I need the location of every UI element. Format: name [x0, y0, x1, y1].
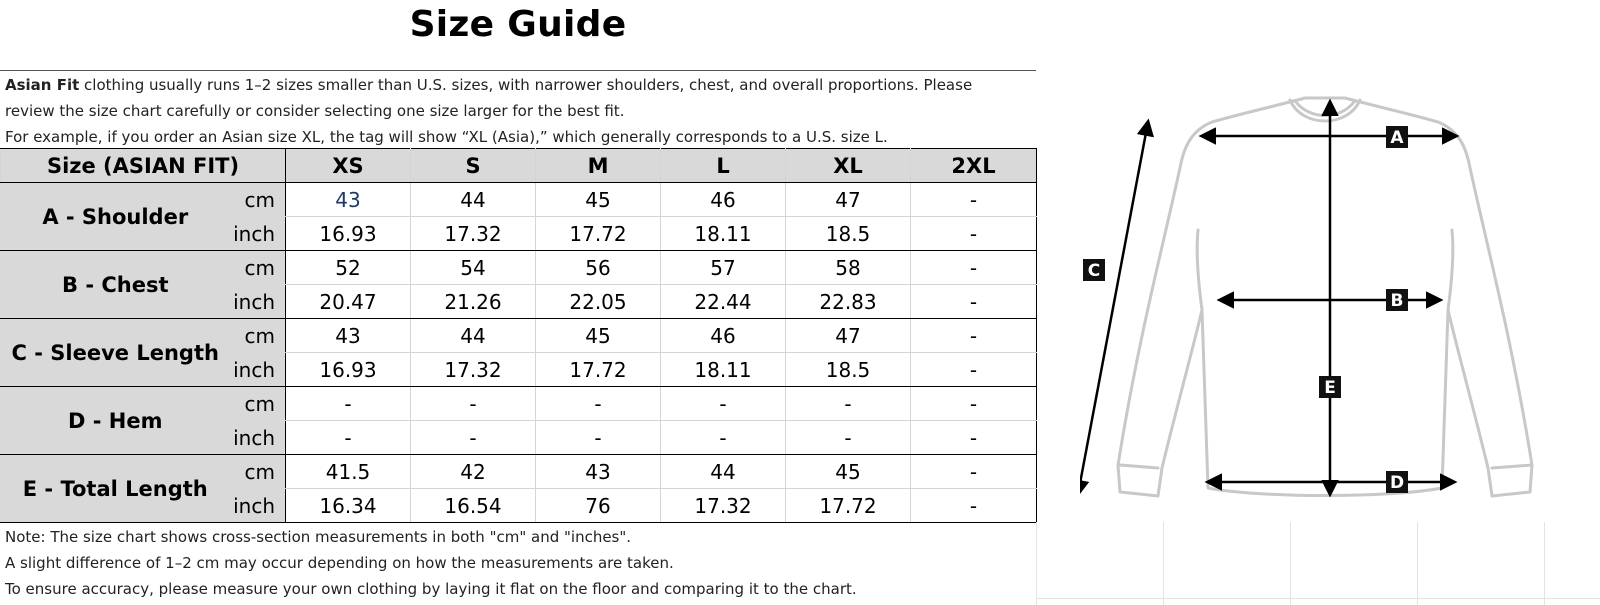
label-c	[1083, 259, 1105, 281]
intro-line-1-rest: clothing usually runs 1–2 sizes smaller than U.S. sizes, with narrower shoulders, chest, and overall proportions. Please review the size chart carefully or consider selecting one size larger for the best fit.	[5, 76, 973, 120]
table-cell: 17.72	[536, 353, 661, 387]
table-cell: 18.11	[661, 217, 786, 251]
table-row	[1, 455, 1037, 489]
top-divider	[0, 70, 1036, 71]
table-cell: 22.05	[536, 285, 661, 319]
table-cell: 22.44	[661, 285, 786, 319]
table-cell: -	[661, 387, 786, 421]
table-cell: 17.32	[411, 353, 536, 387]
table-cell: 43	[536, 455, 661, 489]
table-cell: 16.54	[411, 489, 536, 523]
unit-label: cm	[230, 183, 286, 217]
table-cell: -	[411, 387, 536, 421]
table-row	[1, 183, 1037, 217]
measurement-label: B - Chest	[1, 251, 230, 319]
measurement-label: A - Shoulder	[1, 183, 230, 251]
table-cell: 56	[536, 251, 661, 285]
size-header-cell: XL	[786, 149, 911, 183]
unit-label: inch	[230, 285, 286, 319]
table-cell: 54	[411, 251, 536, 285]
label-d	[1386, 471, 1408, 493]
intro-line-2: For example, if you order an Asian size XL, the tag will show “XL (Asia),” which generally corresponds to a U.S. size L.	[5, 128, 888, 146]
unit-label: inch	[230, 353, 286, 387]
size-header-cell: XS	[286, 149, 411, 183]
table-cell: 16.34	[286, 489, 411, 523]
svg-text:B: B	[1390, 291, 1404, 311]
notes-text	[5, 524, 1025, 602]
sweater-measurement-diagram	[1080, 80, 1585, 520]
label-a	[1386, 126, 1408, 148]
unit-label: inch	[230, 421, 286, 455]
sweater-icon	[1080, 80, 1585, 520]
unit-label: inch	[230, 217, 286, 251]
table-cell: 52	[286, 251, 411, 285]
label-b	[1386, 289, 1408, 311]
table-cell: -	[911, 217, 1037, 251]
grid-line	[1163, 522, 1164, 605]
table-cell: 45	[536, 183, 661, 217]
table-cell: 21.26	[411, 285, 536, 319]
table-cell: 17.72	[786, 489, 911, 523]
table-row	[1, 319, 1037, 353]
table-cell: -	[911, 387, 1037, 421]
table-cell: 20.47	[286, 285, 411, 319]
table-cell: -	[911, 455, 1037, 489]
svg-text:D: D	[1389, 473, 1405, 493]
table-cell: 42	[411, 455, 536, 489]
measurement-label: C - Sleeve Length	[1, 319, 230, 387]
table-cell: -	[411, 421, 536, 455]
table-cell: -	[536, 387, 661, 421]
intro-bold-lead: Asian Fit	[5, 76, 80, 94]
grid-line	[1417, 522, 1418, 605]
table-cell: 45	[786, 455, 911, 489]
table-cell: -	[661, 421, 786, 455]
table-cell: 58	[786, 251, 911, 285]
intro-text	[5, 72, 1025, 150]
unit-label: inch	[230, 489, 286, 523]
table-row	[1, 251, 1037, 285]
table-cell: 47	[786, 183, 911, 217]
measurement-label: D - Hem	[1, 387, 230, 455]
label-e	[1319, 376, 1341, 398]
grid-line	[1290, 522, 1291, 605]
size-header-label: Size (ASIAN FIT)	[1, 149, 286, 183]
table-cell: 46	[661, 183, 786, 217]
table-cell: 44	[411, 319, 536, 353]
note-line: Note: The size chart shows cross-section measurements in both "cm" and "inches".	[5, 528, 632, 546]
table-cell: 22.83	[786, 285, 911, 319]
size-header-cell: S	[411, 149, 536, 183]
table-cell: 41.5	[286, 455, 411, 489]
table-cell: 57	[661, 251, 786, 285]
size-table	[0, 148, 1037, 523]
table-row	[1, 387, 1037, 421]
intro-line-1	[5, 72, 1025, 124]
table-cell: -	[911, 489, 1037, 523]
table-cell: 16.93	[286, 217, 411, 251]
table-cell: 44	[661, 455, 786, 489]
unit-label: cm	[230, 455, 286, 489]
grid-line	[1036, 522, 1037, 605]
sweater-outline	[1118, 98, 1532, 496]
table-cell: -	[911, 285, 1037, 319]
unit-label: cm	[230, 387, 286, 421]
note-line: A slight difference of 1–2 cm may occur depending on how the measurements are taken.	[5, 554, 674, 572]
table-cell: 43	[286, 183, 411, 217]
svg-text:C: C	[1087, 261, 1101, 281]
unit-label: cm	[230, 319, 286, 353]
table-cell: 16.93	[286, 353, 411, 387]
table-cell: -	[911, 251, 1037, 285]
table-cell: -	[911, 183, 1037, 217]
svg-text:E: E	[1324, 378, 1336, 398]
table-cell: -	[911, 421, 1037, 455]
table-cell: 17.32	[411, 217, 536, 251]
table-cell: -	[536, 421, 661, 455]
grid-line	[1036, 598, 1600, 599]
table-cell: -	[911, 319, 1037, 353]
table-cell: -	[786, 387, 911, 421]
size-header-cell: M	[536, 149, 661, 183]
table-cell: 44	[411, 183, 536, 217]
table-cell: 18.11	[661, 353, 786, 387]
table-cell: -	[911, 353, 1037, 387]
table-cell: 76	[536, 489, 661, 523]
grid-line	[1544, 522, 1545, 605]
table-cell: -	[286, 387, 411, 421]
measurement-label: E - Total Length	[1, 455, 230, 523]
table-cell: 17.72	[536, 217, 661, 251]
size-header-cell: L	[661, 149, 786, 183]
unit-label: cm	[230, 251, 286, 285]
svg-text:A: A	[1390, 128, 1404, 148]
size-header-cell: 2XL	[911, 149, 1037, 183]
size-header-row	[1, 149, 1037, 183]
table-cell: 47	[786, 319, 911, 353]
table-cell: -	[786, 421, 911, 455]
table-cell: 45	[536, 319, 661, 353]
page-title: Size Guide	[409, 4, 627, 45]
table-cell: 18.5	[786, 217, 911, 251]
table-cell: 46	[661, 319, 786, 353]
table-cell: 43	[286, 319, 411, 353]
table-cell: 18.5	[786, 353, 911, 387]
note-line: To ensure accuracy, please measure your own clothing by laying it flat on the floor and comparing it to the chart.	[5, 580, 857, 598]
table-cell: 17.32	[661, 489, 786, 523]
table-cell: -	[286, 421, 411, 455]
